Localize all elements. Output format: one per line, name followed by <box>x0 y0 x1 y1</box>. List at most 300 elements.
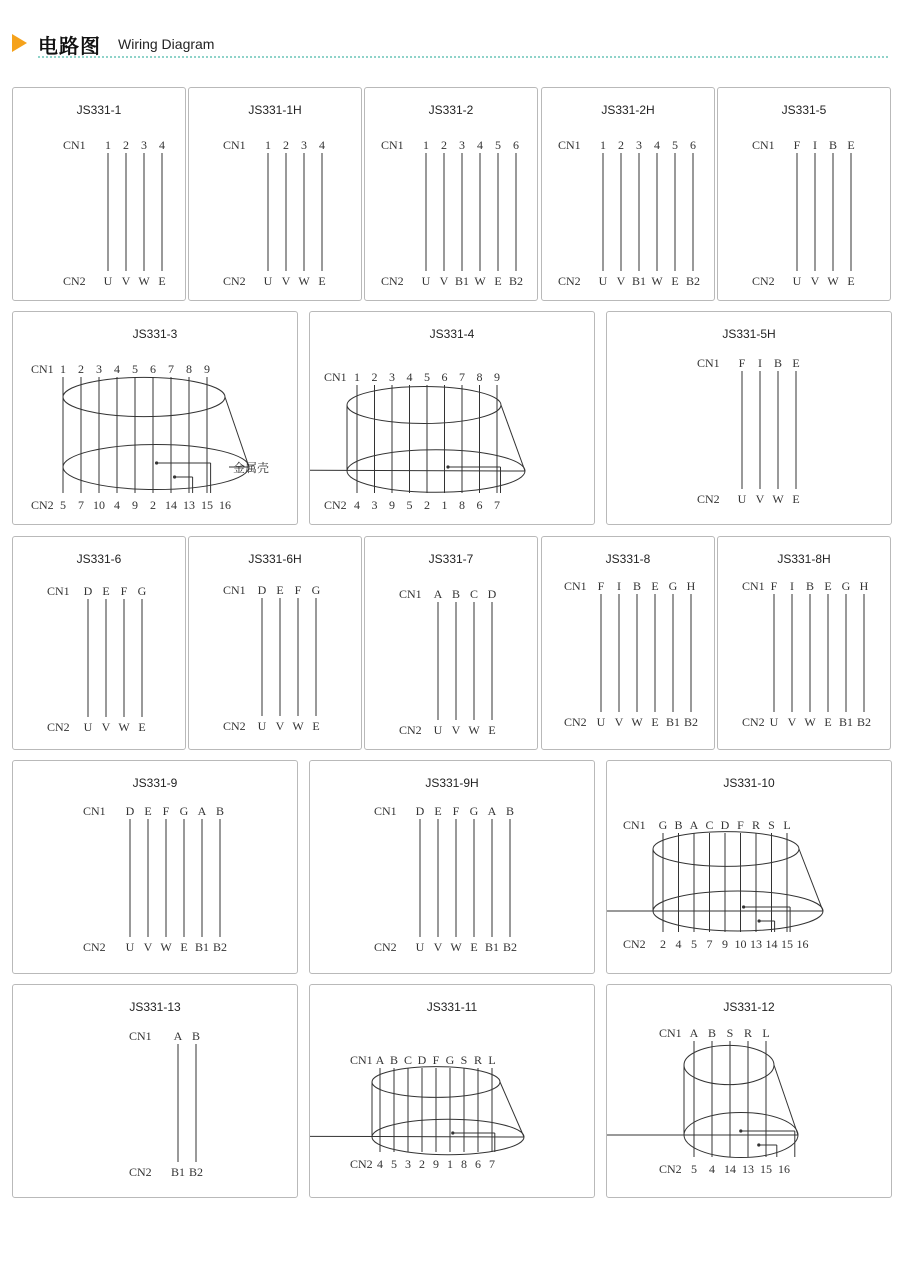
cn1-pin-label: R <box>473 1053 483 1067</box>
cn2-pin-label: W <box>138 274 150 288</box>
cn1-pin-label: 2 <box>78 362 84 376</box>
cn2-pin-label: B1 <box>665 715 681 729</box>
cn2-pin-label: 10 <box>734 937 747 951</box>
cn1-pin-label: A <box>173 1029 183 1043</box>
shield-top-ellipse <box>347 387 501 424</box>
shield-bottom-ellipse <box>63 444 249 489</box>
cn2-pin-label: U <box>83 720 93 734</box>
cn2-pin-label: 6 <box>476 498 483 512</box>
cn2-pin-label: W <box>772 492 784 506</box>
wiring-diagram <box>365 537 537 749</box>
cn1-pin-label: 5 <box>132 362 138 376</box>
cn1-pin-label: S <box>726 1026 734 1040</box>
wiring-diagram <box>718 88 890 300</box>
cn2-pin-label: U <box>257 719 267 733</box>
cn1-pin-label: 1 <box>265 138 271 152</box>
wiring-diagram <box>13 312 297 524</box>
wiring-diagram <box>13 88 185 300</box>
diagram-card <box>717 536 891 750</box>
cn2-pin-label: 15 <box>760 1162 772 1176</box>
cn2-pin-label: E <box>651 715 659 729</box>
cn1-pin-label: B <box>828 138 838 152</box>
cn1-label: CN1 <box>381 138 404 152</box>
cn1-label: CN1 <box>564 579 587 593</box>
cn2-label: CN2 <box>223 719 246 733</box>
cn1-pin-label: A <box>689 818 699 832</box>
diagram-card <box>606 311 892 525</box>
cn1-pin-label: 3 <box>301 138 307 152</box>
cn1-label: CN1 <box>129 1029 152 1043</box>
cn2-pin-label: B1 <box>454 274 470 288</box>
cn2-pin-label: B2 <box>212 940 228 954</box>
cn1-pin-label: F <box>120 584 128 598</box>
cn1-pin-label: D <box>417 1053 427 1067</box>
cn2-pin-label: U <box>737 492 747 506</box>
shield-top-ellipse <box>684 1045 774 1084</box>
cn1-pin-label: F <box>770 579 778 593</box>
cn1-pin-label: 3 <box>389 370 395 384</box>
cn2-pin-label: V <box>275 719 285 733</box>
wiring-diagram <box>13 537 185 749</box>
cn1-pin-label: 4 <box>159 138 165 152</box>
cn1-pin-label: E <box>102 584 110 598</box>
cn1-pin-label: G <box>179 804 189 818</box>
cn2-pin-label: U <box>596 715 606 729</box>
cn2-pin-label: E <box>847 274 855 288</box>
cn1-pin-label: B <box>191 1029 201 1043</box>
cn2-pin-label: 5 <box>691 937 697 951</box>
wiring-diagram <box>13 985 297 1197</box>
diagram-title: JS331-2 <box>428 103 474 117</box>
cn2-pin-label: E <box>470 940 478 954</box>
cn2-pin-label: 13 <box>183 498 195 512</box>
cn2-pin-label: U <box>433 723 443 737</box>
cn2-label: CN2 <box>83 940 106 954</box>
cn2-pin-label: W <box>468 723 480 737</box>
cn2-pin-label: U <box>103 274 113 288</box>
cn2-pin-label: 9 <box>722 937 728 951</box>
cn1-pin-label: 5 <box>495 138 501 152</box>
cn1-pin-label: 2 <box>283 138 289 152</box>
wiring-diagram <box>13 761 297 973</box>
cn2-pin-label: 9 <box>132 498 138 512</box>
wiring-diagram <box>310 312 594 524</box>
cn1-pin-label: 6 <box>441 370 448 384</box>
cn2-label: CN2 <box>31 498 54 512</box>
diagram-card <box>12 760 298 974</box>
shield-side <box>799 849 823 911</box>
cn2-pin-label: U <box>598 274 608 288</box>
cn2-pin-label: E <box>671 274 679 288</box>
cn1-pin-label: B <box>773 356 783 370</box>
diagram-card <box>12 311 298 525</box>
cn1-pin-label: A <box>197 804 207 818</box>
cn2-pin-label: 7 <box>494 498 500 512</box>
diagram-title: JS331-11 <box>426 1000 478 1014</box>
cn1-pin-label: 9 <box>204 362 210 376</box>
cn1-label: CN1 <box>623 818 646 832</box>
diagram-title: JS331-10 <box>723 776 775 790</box>
cn1-pin-label: B <box>215 804 225 818</box>
diagram-title: JS331-1 <box>76 103 122 117</box>
cn1-pin-label: D <box>125 804 135 818</box>
cn2-pin-label: 2 <box>660 937 666 951</box>
cn2-pin-label: 2 <box>150 498 156 512</box>
cn2-pin-label: U <box>125 940 135 954</box>
cn1-pin-label: E <box>651 579 659 593</box>
cn2-pin-label: B2 <box>683 715 699 729</box>
cn2-pin-label: 9 <box>433 1157 439 1171</box>
cn2-pin-label: V <box>101 720 111 734</box>
cn2-pin-label: V <box>616 274 626 288</box>
diagram-card <box>188 87 362 301</box>
cn1-pin-label: I <box>758 356 762 370</box>
cn1-label: CN1 <box>324 370 347 384</box>
cn2-pin-label: 14 <box>724 1162 736 1176</box>
cn2-pin-label: 16 <box>778 1162 790 1176</box>
cn1-label: CN1 <box>83 804 106 818</box>
cn2-pin-label: 7 <box>706 937 713 951</box>
cn1-pin-label: F <box>597 579 605 593</box>
cn1-pin-label: B <box>389 1053 399 1067</box>
cn2-label: CN2 <box>223 274 246 288</box>
cn1-pin-label: I <box>813 138 817 152</box>
diagram-card <box>309 984 595 1198</box>
cn2-label: CN2 <box>324 498 347 512</box>
diagram-title: JS331-2H <box>601 103 655 117</box>
cn1-pin-label: 2 <box>123 138 129 152</box>
cn2-pin-label: B1 <box>631 274 647 288</box>
cn1-pin-label: F <box>738 356 746 370</box>
diagram-card <box>541 87 715 301</box>
cn1-pin-label: 7 <box>168 362 174 376</box>
cn2-pin-label: W <box>474 274 486 288</box>
cn1-label: CN1 <box>558 138 581 152</box>
cn2-pin-label: 8 <box>461 1157 467 1171</box>
cn2-pin-label: 5 <box>406 498 413 512</box>
cn1-pin-label: C <box>705 818 714 832</box>
cn2-pin-label: W <box>450 940 462 954</box>
shield-side <box>501 405 525 471</box>
cn2-pin-label: 4 <box>114 498 120 512</box>
cn2-pin-label: U <box>792 274 802 288</box>
cn1-pin-label: 1 <box>600 138 606 152</box>
cn2-pin-label: E <box>312 719 320 733</box>
wiring-diagram <box>310 985 594 1197</box>
arrow-icon <box>12 34 27 52</box>
cn2-pin-label: 9 <box>389 498 395 512</box>
cn2-pin-label: 7 <box>489 1157 495 1171</box>
cn2-pin-label: 5 <box>391 1157 397 1171</box>
section-title-cn: 电路图 <box>38 34 101 58</box>
diagram-card <box>12 536 186 750</box>
cn2-label: CN2 <box>558 274 581 288</box>
cn1-pin-label: F <box>737 818 744 832</box>
cn2-label: CN2 <box>63 274 86 288</box>
dotted-divider <box>38 56 888 58</box>
cn1-pin-label: 3 <box>141 138 147 152</box>
cn2-pin-label: 3 <box>371 498 378 512</box>
cn1-pin-label: B <box>805 579 815 593</box>
cn1-pin-label: E <box>276 583 284 597</box>
wiring-diagram <box>542 88 714 300</box>
cn2-pin-label: E <box>488 723 496 737</box>
cn1-pin-label: B <box>451 587 461 601</box>
cn1-label: CN1 <box>374 804 397 818</box>
cn2-pin-label: 14 <box>765 937 778 951</box>
wiring-diagram <box>542 537 714 749</box>
section-title-en: Wiring Diagram <box>118 36 215 52</box>
cn1-pin-label: C <box>469 587 479 601</box>
cn2-pin-label: V <box>439 274 449 288</box>
shield-side <box>225 397 249 467</box>
cn2-pin-label: 4 <box>354 498 360 512</box>
diagram-card <box>309 311 595 525</box>
diagram-card <box>12 87 186 301</box>
cn1-pin-label: E <box>434 804 442 818</box>
diagram-card <box>606 984 892 1198</box>
cn2-pin-label: B1 <box>484 940 500 954</box>
cn1-pin-label: F <box>452 804 460 818</box>
cn1-pin-label: F <box>162 804 170 818</box>
cn1-pin-label: A <box>689 1026 699 1040</box>
wiring-diagram <box>189 537 361 749</box>
cn2-pin-label: W <box>298 274 310 288</box>
cn1-label: CN1 <box>742 579 765 593</box>
cn1-pin-label: B <box>505 804 515 818</box>
diagram-title: JS331-9 <box>132 776 178 790</box>
cn1-pin-label: 2 <box>618 138 624 152</box>
cn2-pin-label: 5 <box>60 498 66 512</box>
cn2-pin-label: B2 <box>188 1165 204 1179</box>
cn1-pin-label: 1 <box>105 138 111 152</box>
cn1-pin-label: I <box>617 579 621 593</box>
diagram-title: JS331-6 <box>76 552 122 566</box>
diagram-title: JS331-13 <box>129 1000 181 1014</box>
cn1-pin-label: A <box>433 587 443 601</box>
cn2-label: CN2 <box>752 274 775 288</box>
cn1-pin-label: E <box>824 579 832 593</box>
cn1-pin-label: B <box>707 1026 717 1040</box>
cn2-pin-label: B1 <box>838 715 854 729</box>
cn2-pin-label: W <box>804 715 816 729</box>
cn2-label: CN2 <box>47 720 70 734</box>
cn1-pin-label: 8 <box>186 362 192 376</box>
cn2-pin-label: B2 <box>856 715 872 729</box>
cn2-pin-label: V <box>787 715 797 729</box>
cn1-label: CN1 <box>350 1053 373 1067</box>
cn1-pin-label: G <box>311 583 321 597</box>
cn1-label: CN1 <box>752 138 775 152</box>
diagram-title: JS331-12 <box>723 1000 775 1014</box>
cn1-pin-label: H <box>686 579 696 593</box>
shield-side <box>500 1082 524 1137</box>
cn2-label: CN2 <box>659 1162 682 1176</box>
cn1-pin-label: F <box>294 583 302 597</box>
cn2-pin-label: 1 <box>441 498 448 512</box>
cn1-label: CN1 <box>223 583 246 597</box>
wiring-diagram <box>718 537 890 749</box>
cn1-pin-label: 1 <box>60 362 66 376</box>
cn1-pin-label: L <box>762 1026 770 1040</box>
cn2-pin-label: W <box>118 720 130 734</box>
diagram-title: JS331-7 <box>428 552 474 566</box>
cn1-label: CN1 <box>659 1026 682 1040</box>
cn2-pin-label: 16 <box>219 498 231 512</box>
cn1-pin-label: 1 <box>354 370 360 384</box>
cn2-pin-label: B1 <box>170 1165 186 1179</box>
diagram-card <box>717 87 891 301</box>
diagram-title: JS331-6H <box>248 552 302 566</box>
cn1-pin-label: R <box>743 1026 753 1040</box>
cn2-pin-label: U <box>263 274 273 288</box>
cn2-pin-label: 7 <box>78 498 84 512</box>
cn2-pin-label: 6 <box>475 1157 481 1171</box>
cn1-pin-label: D <box>720 818 730 832</box>
wiring-diagram <box>607 761 891 973</box>
cn2-pin-label: E <box>318 274 326 288</box>
cn1-pin-label: 2 <box>441 138 447 152</box>
shield-side <box>774 1065 798 1135</box>
cn1-pin-label: G <box>445 1053 455 1067</box>
cn2-pin-label: 15 <box>781 937 793 951</box>
cn1-pin-label: A <box>487 804 497 818</box>
cn2-pin-label: E <box>494 274 502 288</box>
cn1-label: CN1 <box>223 138 246 152</box>
cn2-pin-label: U <box>415 940 425 954</box>
cn2-pin-label: B2 <box>685 274 701 288</box>
cn2-pin-label: 1 <box>447 1157 453 1171</box>
cn2-label: CN2 <box>381 274 404 288</box>
cn1-pin-label: F <box>432 1053 440 1067</box>
cn2-pin-label: B2 <box>502 940 518 954</box>
shell-pointer <box>310 470 525 471</box>
cn1-pin-label: L <box>488 1053 496 1067</box>
cn2-label: CN2 <box>374 940 397 954</box>
cn1-pin-label: S <box>460 1053 468 1067</box>
cn2-pin-label: E <box>792 492 800 506</box>
shield-top-ellipse <box>653 832 799 867</box>
cn1-pin-label: G <box>469 804 479 818</box>
cn2-pin-label: W <box>827 274 839 288</box>
cn2-pin-label: V <box>755 492 765 506</box>
cn1-pin-label: 5 <box>672 138 678 152</box>
diagram-card <box>364 536 538 750</box>
cn2-pin-label: W <box>160 940 172 954</box>
cn1-pin-label: D <box>415 804 425 818</box>
cn2-pin-label: V <box>143 940 153 954</box>
cn2-pin-label: V <box>121 274 131 288</box>
cn1-pin-label: E <box>144 804 152 818</box>
section-header <box>12 30 888 60</box>
cn1-label: CN1 <box>47 584 70 598</box>
cn1-pin-label: 4 <box>114 362 120 376</box>
cn2-pin-label: 8 <box>459 498 465 512</box>
diagram-card <box>309 760 595 974</box>
cn1-pin-label: C <box>403 1053 413 1067</box>
cn1-pin-label: 9 <box>494 370 500 384</box>
cn2-pin-label: 13 <box>750 937 762 951</box>
diagram-title: JS331-8 <box>605 552 651 566</box>
cn2-label: CN2 <box>697 492 720 506</box>
diagram-card <box>364 87 538 301</box>
cn2-pin-label: 16 <box>796 937 809 951</box>
cn2-label: CN2 <box>742 715 765 729</box>
diagram-title: JS331-1H <box>248 103 302 117</box>
wiring-diagram <box>365 88 537 300</box>
cn2-pin-label: B2 <box>508 274 524 288</box>
cn1-pin-label: 1 <box>423 138 429 152</box>
wiring-diagram <box>310 761 594 973</box>
diagram-title: JS331-5H <box>722 327 776 341</box>
cn1-pin-label: 6 <box>690 138 696 152</box>
cn2-pin-label: 4 <box>675 937 682 951</box>
cn1-pin-label: 5 <box>424 370 430 384</box>
cn2-pin-label: V <box>451 723 461 737</box>
cn1-pin-label: 4 <box>406 370 413 384</box>
cn1-pin-label: A <box>375 1053 385 1067</box>
diagram-title: JS331-8H <box>777 552 831 566</box>
cn2-pin-label: U <box>769 715 779 729</box>
shield-top-ellipse <box>63 377 225 416</box>
cn1-pin-label: S <box>768 818 775 832</box>
cn1-pin-label: R <box>751 818 761 832</box>
diagram-title: JS331-3 <box>132 327 178 341</box>
cn1-pin-label: E <box>847 138 855 152</box>
cn1-pin-label: 4 <box>319 138 325 152</box>
cn1-pin-label: D <box>487 587 497 601</box>
cn1-pin-label: 2 <box>371 370 378 384</box>
cn2-pin-label: 10 <box>93 498 105 512</box>
cn1-label: CN1 <box>31 362 54 376</box>
cn2-label: CN2 <box>623 937 646 951</box>
cn1-pin-label: F <box>793 138 801 152</box>
diagram-card <box>12 984 298 1198</box>
cn1-pin-label: D <box>83 584 93 598</box>
cn2-label: CN2 <box>399 723 422 737</box>
cn2-pin-label: 2 <box>419 1157 425 1171</box>
cn1-pin-label: 3 <box>636 138 642 152</box>
cn1-pin-label: L <box>783 818 791 832</box>
cn2-pin-label: B1 <box>194 940 210 954</box>
cn1-pin-label: D <box>257 583 267 597</box>
cn1-label: CN1 <box>63 138 86 152</box>
cn1-pin-label: G <box>668 579 678 593</box>
wiring-diagram <box>189 88 361 300</box>
diagram-title: JS331-9H <box>425 776 479 790</box>
cn2-pin-label: V <box>614 715 624 729</box>
cn2-pin-label: 4 <box>709 1162 715 1176</box>
diagram-card <box>188 536 362 750</box>
cn2-pin-label: 4 <box>377 1157 383 1171</box>
cn2-pin-label: 3 <box>405 1157 411 1171</box>
cn2-pin-label: 15 <box>201 498 213 512</box>
cn1-pin-label: B <box>632 579 642 593</box>
diagram-card <box>606 760 892 974</box>
cn2-pin-label: W <box>651 274 663 288</box>
cn1-pin-label: G <box>841 579 851 593</box>
cn2-label: CN2 <box>350 1157 373 1171</box>
cn2-pin-label: E <box>138 720 146 734</box>
cn2-pin-label: 14 <box>165 498 177 512</box>
wiring-diagram <box>607 985 891 1197</box>
cn2-label: CN2 <box>129 1165 152 1179</box>
cn1-pin-label: 6 <box>150 362 156 376</box>
cn2-pin-label: E <box>180 940 188 954</box>
diagram-title: JS331-4 <box>429 327 475 341</box>
cn2-pin-label: V <box>810 274 820 288</box>
cn2-label: CN2 <box>564 715 587 729</box>
